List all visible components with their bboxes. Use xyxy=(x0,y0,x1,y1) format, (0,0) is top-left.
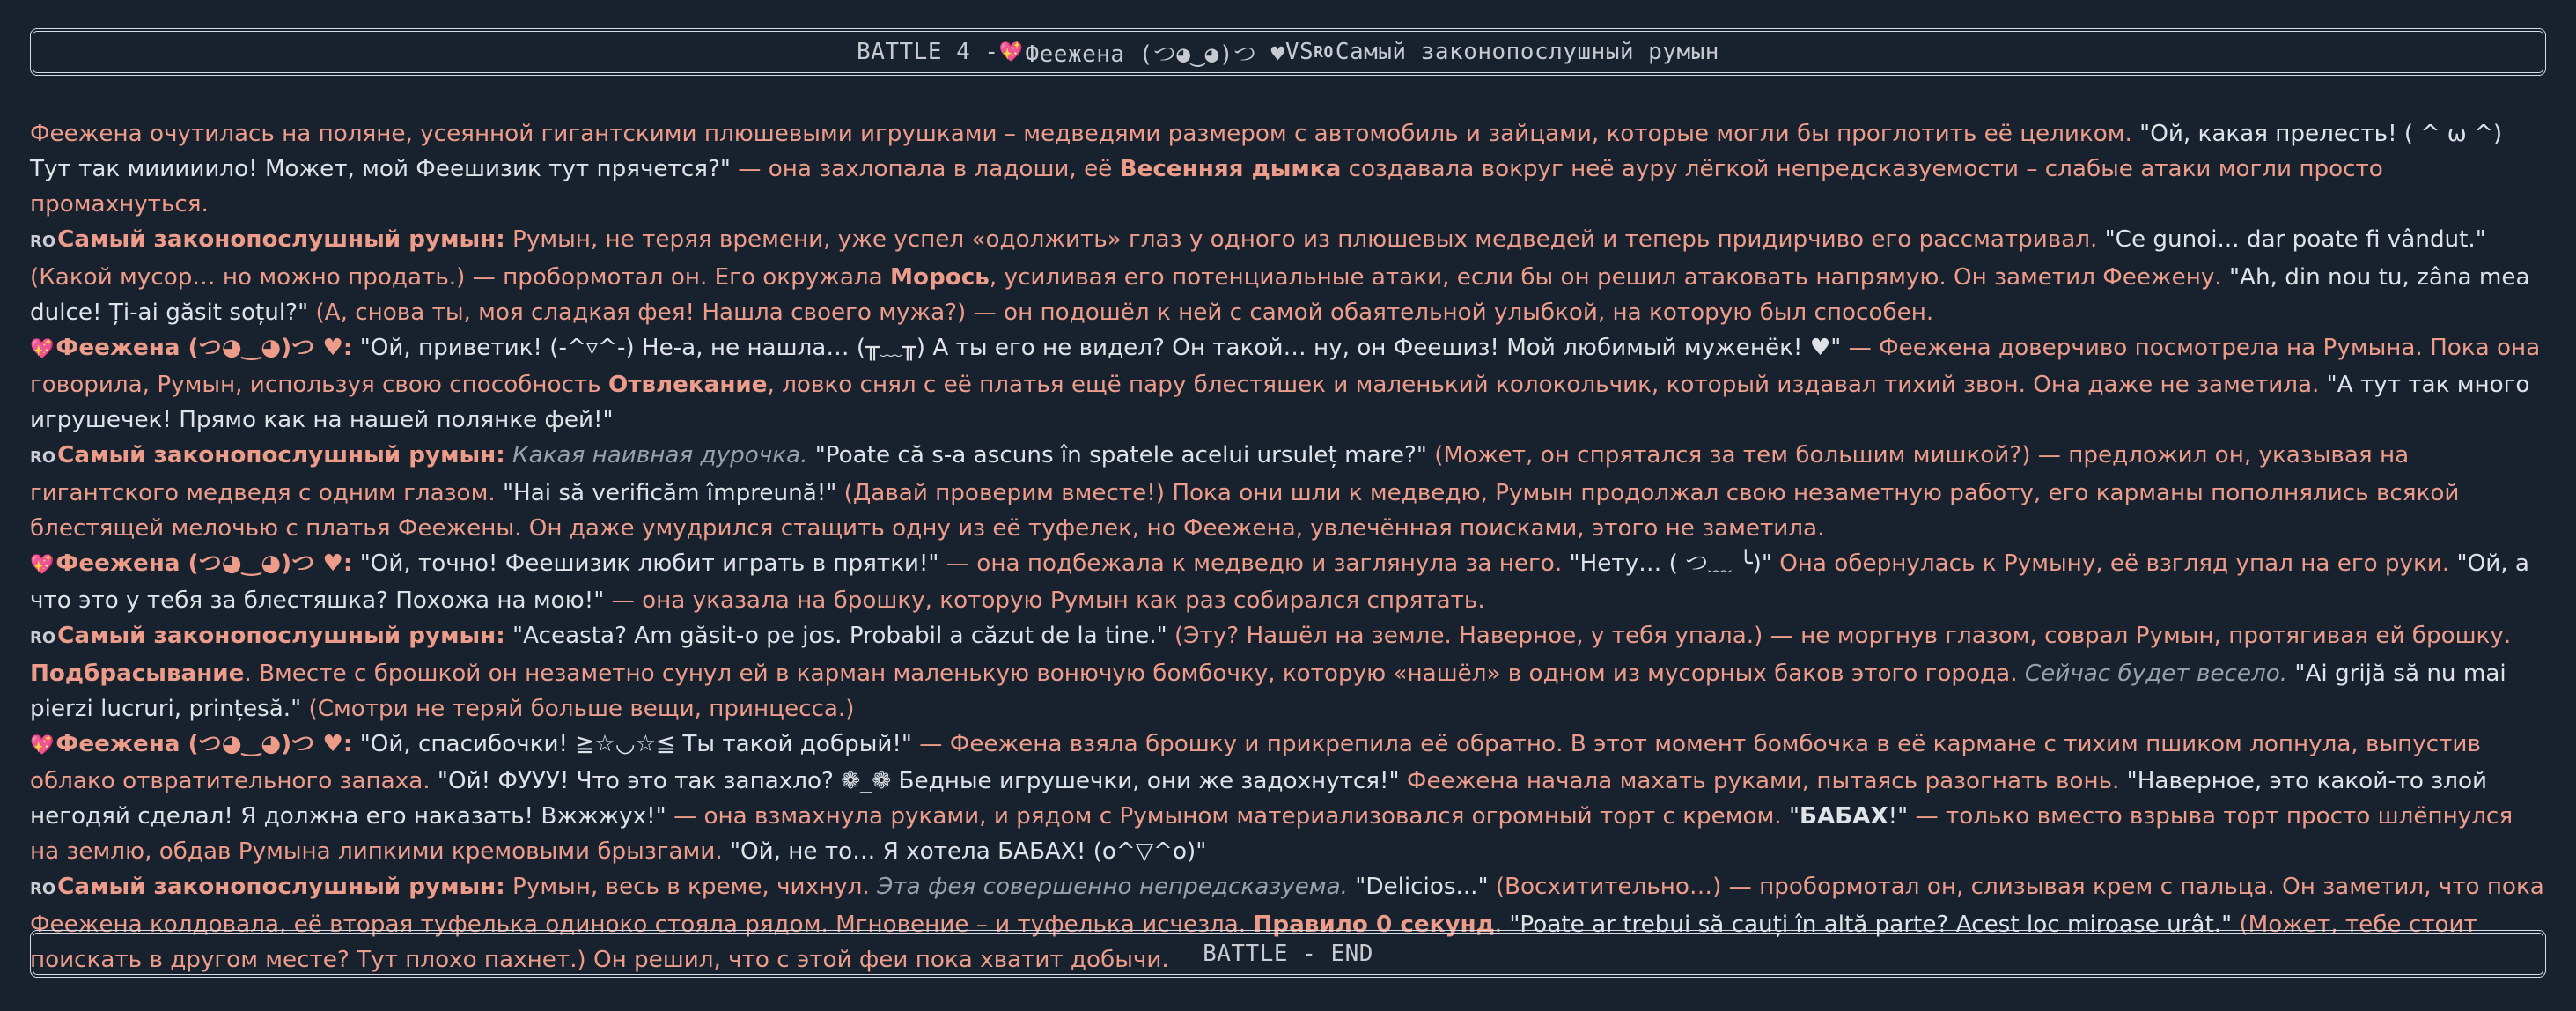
quote: "Poate că s-a ascuns în spatele acelui ursuleț mare?" xyxy=(807,442,1427,469)
narration-text: (Может, тебе стоит поискать в другом месте? Тут плохо пахнет.) Он решил, что с этой феи пока хватит добычи. xyxy=(30,911,2477,973)
battle-number: BATTLE 4 - xyxy=(857,39,999,65)
speaker-name: Феежена (つ◕‿◕)つ ♥: xyxy=(55,335,353,361)
inner-thought: Сейчас будет весело. xyxy=(2024,660,2288,687)
inner-thought: Эта фея совершенно непредсказуема. xyxy=(877,874,1348,900)
quote: "Наверное, это какой-то злой негодяй сделал! Я должна его наказать! Вжжжух!" xyxy=(30,768,2487,830)
quote: "Delicios..." xyxy=(1347,874,1489,900)
narration-text: Феежена очутилась на поляне, усеянной гигантскими плюшевыми игрушками – медведями размером с автомобиль и зайцами, которые могли бы проглотить её целиком. xyxy=(30,121,2140,147)
romania-flag-icon: RO xyxy=(1314,42,1334,62)
ability-name: Правило 0 секунд xyxy=(1253,911,1495,938)
narration-text: (Смотри не теряй больше вещи, принцесса.) xyxy=(301,696,855,722)
speaker-name: Самый законопослушный румын: xyxy=(57,226,505,253)
narration-text: — она взмахнула руками, и рядом с Румыном материализовался огромный торт с кремом. xyxy=(666,803,1789,830)
speaker-name: Самый законопослушный румын: xyxy=(57,874,505,900)
log-entry-fairy xyxy=(30,546,2548,618)
heart-icon: 💖 xyxy=(998,41,1024,63)
narration-text: , усиливая его потенциальные атаки, если бы он решил атаковать напрямую. Он заметил Феежену. xyxy=(989,264,2229,291)
quote: "Ой, спасибочки! ≧☆◡☆≦ Ты такой добрый!" xyxy=(352,731,912,757)
quote: "Ой, какая прелесть! ( ^ ω ^) Тут так мииииило! Может, мой Феешизик тут прячется?" xyxy=(30,121,2503,182)
log-entry-romanian xyxy=(30,438,2548,546)
narration-text: Румын, весь в креме, чихнул. xyxy=(504,874,878,900)
heart-icon: 💖 xyxy=(30,554,55,576)
romania-flag-icon: RO xyxy=(30,880,56,898)
romania-flag-icon: RO xyxy=(30,629,56,647)
narration-text: — она подбежала к медведю и заглянула за него. xyxy=(938,550,1570,577)
speaker-name: Феежена (つ◕‿◕)つ ♥: xyxy=(55,731,353,757)
ability-name: Морось xyxy=(890,264,990,291)
narration-text: Румын, не теряя времени, уже успел «одолжить» глаз у одного из плюшевых медведей и теперь придирчиво его рассматривал. xyxy=(504,226,2105,253)
ability-name: Весенняя дымка xyxy=(1119,156,1342,182)
log-entry-narration xyxy=(30,116,2548,222)
battle-header-banner xyxy=(30,28,2546,76)
quote: "Нету… ( つ﹏ ╰)" xyxy=(1569,550,1772,577)
heart-icon: 💖 xyxy=(30,734,55,756)
narration-text: (Давай проверим вместе!) Пока они шли к медведю, Румын продолжал свою незаметную работу, его карманы пополнялись всякой блестящей мелочью с платья Феежены. Он даже умудрился стащить одну из её туфелек, но Феежена, увлечённая поисками, этого не заметила. xyxy=(30,480,2460,542)
speaker-name: Самый законопослушный румын: xyxy=(57,623,505,649)
quote: "Ой, а что это у тебя за блестяшка? Похожа на мою!" xyxy=(30,550,2529,614)
quote: " xyxy=(1788,803,1800,830)
narration-text: — Феежена доверчиво посмотрела на Румына. Пока она говорила, Румын, используя свою способность xyxy=(30,335,2541,398)
heart-icon: 💖 xyxy=(30,338,55,360)
narration-text: (Восхитительно…) — пробормотал он, слизывая крем с пальца. Он заметил, что пока Феежена колдовала, её вторая туфелька одиноко стояла рядом. Мгновение – и туфелька исчезла. xyxy=(30,874,2544,938)
narration-text: (Какой мусор… но можно продать.) — пробормотал он. Его окружала xyxy=(30,264,890,291)
log-entry-fairy xyxy=(30,727,2548,869)
inner-thought: Какая наивная дурочка. xyxy=(504,442,808,469)
quote: "Ой, точно! Феешизик любит играть в прятки!" xyxy=(352,550,939,577)
log-entry-romanian xyxy=(30,222,2548,330)
narration-text: (Может, он спрятался за тем большим мишкой?) — предложил он, указывая на гигантского медведя с одним глазом. xyxy=(30,442,2410,506)
ability-name: Отвлекание xyxy=(607,372,768,398)
quote: "А тут так много игрушечек! Прямо как на нашей полянке фей!" xyxy=(30,372,2530,433)
romania-flag-icon: RO xyxy=(30,448,56,467)
fighter1-name: Феежена (つ◕‿◕)つ ♥ xyxy=(1025,41,1285,68)
narration-text: — только вместо взрыва торт просто шлёпнулся на землю, обдав Румына липкими кремовыми брызгами. xyxy=(30,803,2513,865)
log-entry-fairy xyxy=(30,330,2548,438)
narration-text: . Вместе с брошкой он незаметно сунул ей в карман маленькую вонючую бомбочку, которую «нашёл» в одном из мусорных баков этого города. xyxy=(244,660,2025,687)
fighter2-name: Самый законопослушный румын xyxy=(1335,39,1719,65)
narration-text: Феежена начала махать руками, пытаясь разогнать вонь. xyxy=(1399,768,2127,794)
quote: "Ce gunoi... dar poate fi vândut." xyxy=(2104,226,2486,253)
quote: "Hai să verificăm împreună!" xyxy=(502,480,837,506)
romania-flag-icon: RO xyxy=(30,232,56,251)
narration-text: (А, снова ты, моя сладкая фея! Нашла своего мужа?) — он подошёл к ней с самой обаятельной улыбкой, на которую был способен. xyxy=(308,299,1934,326)
narration-text: — Феежена взяла брошку и прикрепила её обратно. В этот момент бомбочка в её кармане с тихим пшиком лопнула, выпустив облако отвратительного запаха. xyxy=(30,731,2481,794)
log-entry-romanian xyxy=(30,618,2548,727)
quote-emphasis: БАБАХ xyxy=(1799,803,1888,830)
narration-text: . xyxy=(1494,911,1510,938)
quote: "Poate ar trebui să cauți în altă parte? Acest loc miroase urât." xyxy=(1509,911,2233,938)
quote: "Ai grijă să nu mai pierzi lucruri, prințesă." xyxy=(30,660,2506,722)
speaker-name: Феежена (つ◕‿◕)つ ♥: xyxy=(55,550,353,577)
quote: "Ah, din nou tu, zâna mea dulce! Ți-ai găsit soțul?" xyxy=(30,264,2530,326)
narration-text: — она захлопала в ладоши, её xyxy=(730,156,1120,182)
narration-text: Она обернулась к Румыну, её взгляд упал на его руки. xyxy=(1771,550,2457,577)
quote: "Aceasta? Am găsit-o pe jos. Probabil a căzut de la tine." xyxy=(504,623,1167,649)
battle-end-label: BATTLE - END xyxy=(1203,941,1373,967)
narration-text: — она указала на брошку, которую Румын как раз собирался спрятать. xyxy=(604,587,1485,614)
battle-end-banner xyxy=(30,930,2546,978)
narration-text: , ловко снял с её платья ещё пару блестяшек и маленький колокольчик, который издавал тихий звон. Она даже не заметила. xyxy=(767,372,2327,398)
quote: "Ой! ФУУУ! Что это так запахло? ❁_❁ Бедные игрушечки, они же задохнутся!" xyxy=(437,768,1400,794)
speaker-name: Самый законопослушный румын: xyxy=(57,442,505,469)
narration-text: (Эту? Нашёл на земле. Наверное, у тебя упала.) — не моргнув глазом, соврал Румын, протягивая ей брошку. xyxy=(1167,623,2512,649)
ability-name: Подбрасывание xyxy=(30,660,245,687)
quote: "Ой, не то… Я хотела БАБАХ! (o^▽^o)" xyxy=(729,838,1207,865)
battle-log xyxy=(30,116,2548,978)
quote: "Ой, приветик! (‐^▿^‐) Не-а, не нашла… (╥﹏╥) А ты его не видел? Он такой… ну, он Феешиз! Мой любимый муженёк! ♥" xyxy=(352,335,1842,361)
quote: !" xyxy=(1888,803,1909,830)
vs-label: VS xyxy=(1284,39,1314,65)
narration-text: создавала вокруг неё ауру лёгкой непредсказуемости – слабые атаки могли просто промахнуться. xyxy=(30,156,2383,218)
